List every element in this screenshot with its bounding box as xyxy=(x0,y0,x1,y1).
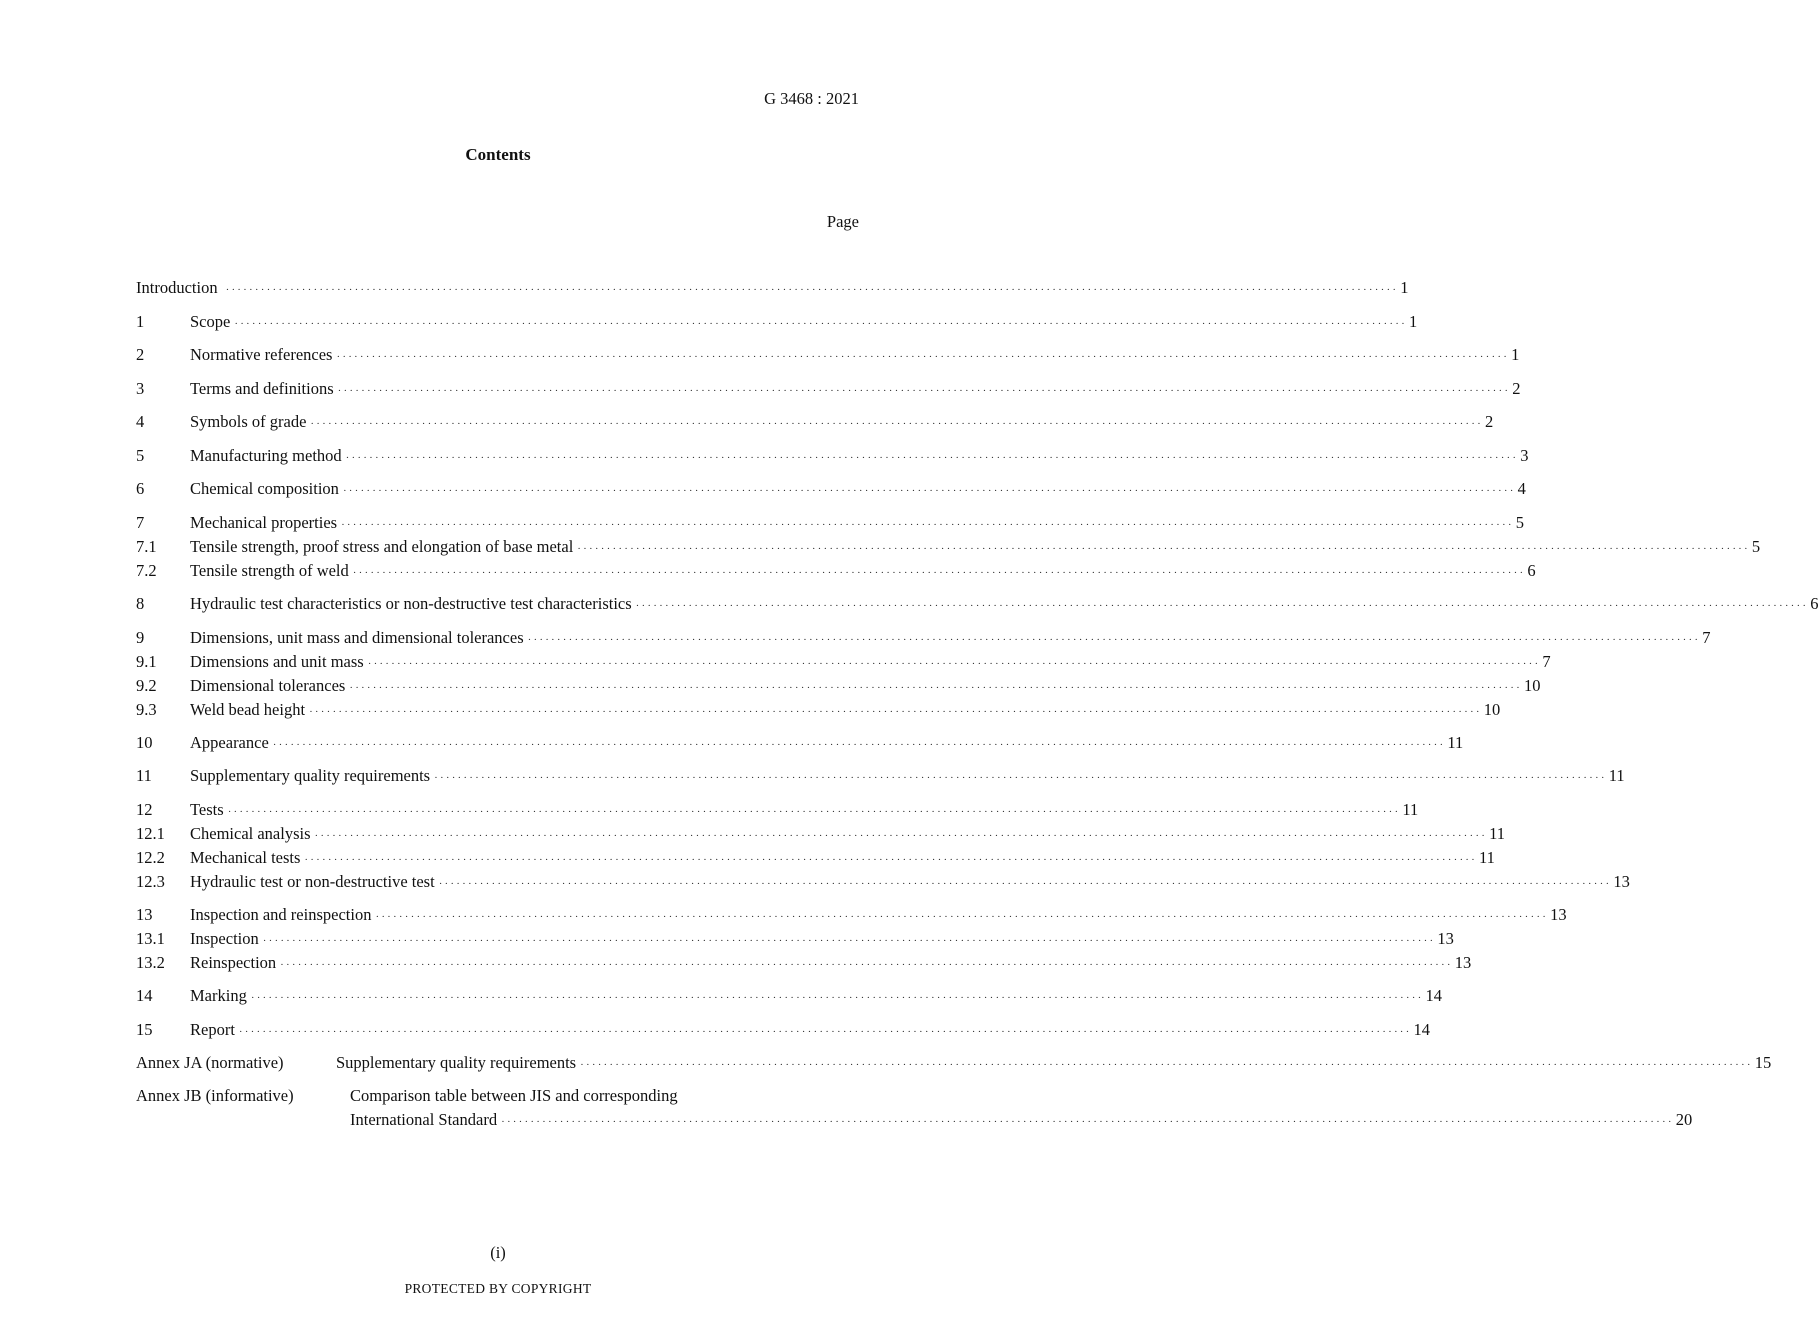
toc-entry-title: Hydraulic test characteristics or non-destructive test characteristics xyxy=(190,594,632,613)
toc-entry-number: 11 xyxy=(136,766,152,785)
toc-entry-number: 12.3 xyxy=(136,872,165,891)
toc-entry-number: 7.2 xyxy=(136,561,157,580)
toc-leader-dots: ········································································································································································································ xyxy=(250,992,1424,1004)
toc-entry-title: Chemical analysis xyxy=(190,824,311,843)
toc-entry[interactable] xyxy=(136,559,1536,583)
toc-entry-title: Mechanical properties xyxy=(190,513,338,532)
annex-label[interactable]: Annex JB (informative) xyxy=(136,1086,294,1105)
toc-entry[interactable] xyxy=(136,731,1464,755)
toc-leader-dots: ········································································································································································································ xyxy=(234,318,1407,330)
toc-entry-page: 13 xyxy=(1437,929,1454,948)
toc-entry-page: 11 xyxy=(1447,733,1464,752)
toc-entry-page: 6 xyxy=(1810,594,1819,613)
toc-entry-page: 13 xyxy=(1550,905,1567,924)
toc-entry[interactable] xyxy=(136,444,1529,468)
toc-entry[interactable] xyxy=(136,984,1442,1008)
toc-entry-title: Tensile strength, proof stress and elongation of base metal xyxy=(190,537,574,556)
toc-entry-page: 11 xyxy=(1608,766,1625,785)
toc-entry-number: Introduction xyxy=(136,278,218,297)
annex-page: 20 xyxy=(1675,1110,1693,1129)
toc-entry-page: 10 xyxy=(1483,700,1501,719)
toc-entry-number: 9.1 xyxy=(136,652,157,671)
toc-entry-page: 4 xyxy=(1517,479,1526,498)
toc-entry-title: Inspection and reinspection xyxy=(190,905,372,924)
toc-leader-dots: ········································································································································································································ xyxy=(580,1059,1753,1071)
toc-entry[interactable] xyxy=(136,343,1520,367)
toc-entry[interactable] xyxy=(136,870,1630,894)
toc-entry-title: Report xyxy=(190,1020,235,1039)
toc-entry-page: 3 xyxy=(1520,446,1529,465)
toc-entry[interactable] xyxy=(136,822,1506,846)
toc-entry-number: 8 xyxy=(136,594,145,613)
toc-entry-page: 11 xyxy=(1402,800,1419,819)
toc-entry-title: Chemical composition xyxy=(190,479,339,498)
toc-entry-number: 13 xyxy=(136,905,153,924)
toc-leader-dots: ········································································································································································································ xyxy=(310,418,1484,430)
toc-leader-dots: ········································································································································································································ xyxy=(349,682,1522,694)
annex-page: 15 xyxy=(1754,1053,1772,1072)
toc-entry-page: 7 xyxy=(1702,628,1711,647)
toc-entry-number: 4 xyxy=(136,412,145,431)
toc-entry[interactable] xyxy=(136,674,1541,698)
toc-entry-page: 7 xyxy=(1542,652,1551,671)
toc-entry-title: Reinspection xyxy=(190,953,277,972)
toc-entry[interactable] xyxy=(136,592,1819,616)
toc-entry[interactable] xyxy=(136,1018,1431,1042)
toc-entry-page: 13 xyxy=(1454,953,1472,972)
toc-entry[interactable] xyxy=(136,903,1567,927)
toc-entry-title: Tensile strength of weld xyxy=(190,561,349,580)
toc-entry[interactable] xyxy=(136,650,1551,674)
toc-entry-title: Dimensional tolerances xyxy=(190,676,346,695)
toc-leader-dots: ········································································································································································································ xyxy=(262,935,1436,947)
toc-leader-dots: ········································································································································································································ xyxy=(238,1026,1412,1038)
toc-leader-dots: ········································································································································································································ xyxy=(337,385,1511,397)
toc-leader-dots: ········································································································································································································ xyxy=(375,911,1549,923)
toc-entry-page: 5 xyxy=(1515,513,1524,532)
toc-entry[interactable] xyxy=(136,764,1625,788)
annex-title-line xyxy=(336,1051,1772,1075)
toc-leader-dots: ········································································································································································································ xyxy=(438,878,1612,890)
toc-entry-page: 11 xyxy=(1479,848,1495,867)
toc-leader-dots: ········································································································································································································ xyxy=(577,543,1750,555)
toc-entry[interactable] xyxy=(136,698,1501,722)
toc-entry-title: Weld bead height xyxy=(190,700,306,719)
toc-entry-title: Manufacturing method xyxy=(190,446,342,465)
toc-leader-dots: ········································································································································································································ xyxy=(336,351,1510,363)
toc-entry-number: 6 xyxy=(136,479,145,498)
footer-copyright: PROTECTED BY COPYRIGHT xyxy=(404,1281,592,1296)
toc-entry-page: 14 xyxy=(1425,986,1442,1005)
page-column-label: Page xyxy=(826,212,859,231)
annex-title-line xyxy=(350,1084,678,1108)
toc-entry-title: Dimensions, unit mass and dimensional tolerances xyxy=(190,628,524,647)
toc-entry-number: 13.1 xyxy=(136,929,165,948)
annex-label[interactable]: Annex JA (normative) xyxy=(136,1053,284,1072)
annex-title-text: International Standard xyxy=(350,1110,498,1129)
toc-entry[interactable] xyxy=(136,927,1454,951)
toc-entry-number: 3 xyxy=(136,379,145,398)
toc-leader-dots: ········································································································································································································ xyxy=(501,1116,1674,1128)
toc-entry-title: Marking xyxy=(190,986,247,1005)
toc-entry-number: 1 xyxy=(136,312,145,331)
toc-entry-page: 2 xyxy=(1485,412,1494,431)
toc-entry-number: 12 xyxy=(136,800,153,819)
toc-entry-page: 1 xyxy=(1400,278,1409,297)
toc-entry-number: 9.2 xyxy=(136,676,157,695)
toc-leader-dots: ········································································································································································································ xyxy=(309,706,1482,718)
toc-entry-title: Terms and definitions xyxy=(190,379,334,398)
toc-entry-title: Tests xyxy=(190,800,224,819)
toc-entry-title: Hydraulic test or non-destructive test xyxy=(190,872,435,891)
toc-entry-page: 13 xyxy=(1613,872,1630,891)
toc-entry-number: 12.1 xyxy=(136,824,165,843)
toc-entry[interactable] xyxy=(136,511,1524,535)
toc-entry-number: 9 xyxy=(136,628,145,647)
toc-leader-dots: ········································································································································································································ xyxy=(352,567,1526,579)
toc-entry[interactable] xyxy=(136,846,1495,870)
toc-entry-title: Mechanical tests xyxy=(190,848,301,867)
toc-entry-page: 5 xyxy=(1751,537,1761,556)
toc-entry[interactable] xyxy=(136,951,1472,975)
toc-entry-number: 14 xyxy=(136,986,153,1005)
toc-entry[interactable] xyxy=(136,410,1494,434)
toc-entry-page: 1 xyxy=(1511,345,1520,364)
toc-leader-dots: ········································································································································································································ xyxy=(225,284,1399,296)
toc-entry[interactable] xyxy=(136,276,1409,300)
toc-leader-dots: ········································································································································································································ xyxy=(227,806,1401,818)
toc-leader-dots: ········································································································································································································ xyxy=(635,600,1809,612)
page-title: Contents xyxy=(465,145,531,164)
toc-entry[interactable] xyxy=(136,798,1419,822)
toc-entry-number: 7.1 xyxy=(136,537,157,556)
toc-entry-number: 15 xyxy=(136,1020,153,1039)
toc-leader-dots: ········································································································································································································ xyxy=(280,959,1453,971)
toc-entry-number: 13.2 xyxy=(136,953,165,972)
toc-entry-title: Symbols of grade xyxy=(190,412,307,431)
toc-entry-number: 12.2 xyxy=(136,848,165,867)
toc-leader-dots: ········································································································································································································ xyxy=(314,830,1488,842)
toc-leader-dots: ········································································································································································································ xyxy=(272,739,1446,751)
toc-leader-dots: ········································································································································································································ xyxy=(367,658,1541,670)
annex-title-line xyxy=(350,1108,1693,1132)
toc-entry-page: 6 xyxy=(1527,561,1536,580)
annex-title-text: Comparison table between JIS and corresponding xyxy=(350,1086,678,1105)
toc-entry-number: 2 xyxy=(136,345,145,364)
toc-entry-number: 9.3 xyxy=(136,700,157,719)
toc-leader-dots: ········································································································································································································ xyxy=(304,854,1478,866)
toc-entry-number: 10 xyxy=(136,733,153,752)
toc-entry[interactable] xyxy=(136,626,1711,650)
toc-leader-dots: ········································································································································································································ xyxy=(434,772,1607,784)
toc-entry-page: 2 xyxy=(1512,379,1521,398)
toc-leader-dots: ········································································································································································································ xyxy=(527,634,1701,646)
standard-number: G 3468 : 2021 xyxy=(764,89,859,108)
toc-leader-dots: ········································································································································································································ xyxy=(341,519,1514,531)
toc-entry-page: 10 xyxy=(1523,676,1541,695)
footer-page-number: (i) xyxy=(490,1243,506,1262)
toc-entry[interactable] xyxy=(136,377,1521,401)
toc-entry[interactable] xyxy=(136,310,1418,334)
toc-entry[interactable] xyxy=(136,535,1761,559)
toc-entry-page: 11 xyxy=(1489,824,1506,843)
annex-title-text: Supplementary quality requirements xyxy=(336,1053,577,1072)
toc-entry-title: Scope xyxy=(190,312,231,331)
toc-entry-number: 7 xyxy=(136,513,145,532)
toc-entry-title: Supplementary quality requirements xyxy=(190,766,431,785)
toc-leader-dots: ········································································································································································································ xyxy=(342,485,1516,497)
toc-entry-title: Inspection xyxy=(190,929,259,948)
toc-entry-title: Normative references xyxy=(190,345,333,364)
toc-entry-number: 5 xyxy=(136,446,145,465)
toc-entry-title: Dimensions and unit mass xyxy=(190,652,364,671)
toc-entry[interactable] xyxy=(136,477,1526,501)
toc-entry-title: Appearance xyxy=(190,733,269,752)
toc-entry-page: 14 xyxy=(1413,1020,1431,1039)
toc-entry-page: 1 xyxy=(1408,312,1418,331)
toc-leader-dots: ········································································································································································································ xyxy=(345,452,1519,464)
